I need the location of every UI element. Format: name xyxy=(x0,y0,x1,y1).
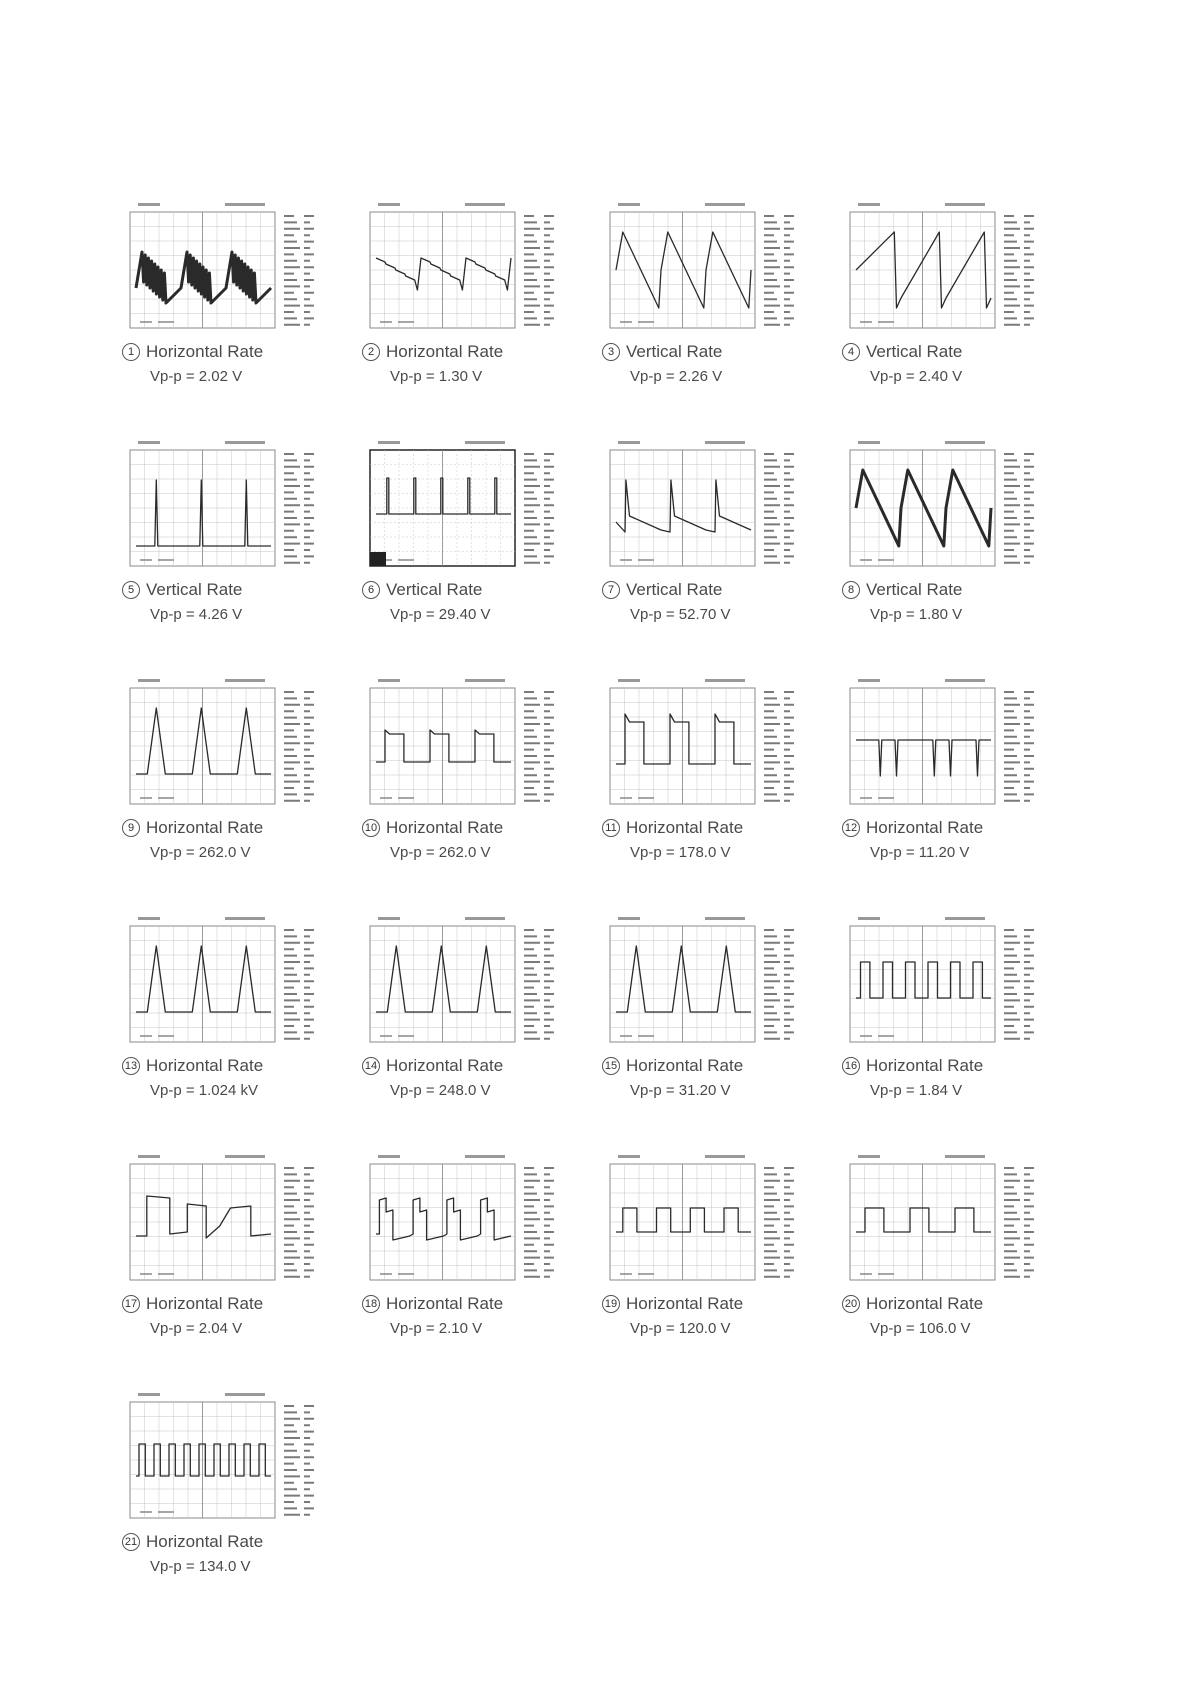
oscilloscope-screen xyxy=(608,438,808,576)
oscilloscope-screen xyxy=(848,676,1048,814)
header-readout-mark xyxy=(138,1393,160,1396)
figure-caption xyxy=(122,818,352,861)
waveform-plot xyxy=(608,914,808,1052)
figure-21 xyxy=(124,1390,368,1628)
figure-number-badge: 11 xyxy=(602,819,620,837)
header-readout-mark xyxy=(465,441,505,444)
oscilloscope-screen xyxy=(608,914,808,1052)
side-readout-panel xyxy=(284,1168,314,1277)
header-readout-mark xyxy=(138,679,160,682)
caption-title-line xyxy=(842,1294,1072,1314)
header-readout-mark xyxy=(705,1155,745,1158)
rate-label: Horizontal Rate xyxy=(146,1294,264,1313)
figure-11 xyxy=(605,676,848,914)
waveform-plot xyxy=(128,200,328,338)
header-readout-mark xyxy=(618,917,640,920)
vpp-value: Vp-p = 4.26 V xyxy=(150,606,243,623)
header-readout-mark xyxy=(945,1155,985,1158)
header-readout-mark xyxy=(705,203,745,206)
figure-number-badge: 1 xyxy=(122,343,140,361)
caption-title-line xyxy=(842,342,1072,362)
oscilloscope-screen xyxy=(128,1390,328,1528)
vpp-value: Vp-p = 52.70 V xyxy=(630,606,731,623)
header-readout-mark xyxy=(705,679,745,682)
figure-number-badge: 5 xyxy=(122,581,140,599)
header-readout-mark xyxy=(945,203,985,206)
figure-caption xyxy=(842,1294,1072,1337)
caption-title-line xyxy=(362,1056,592,1076)
rate-label: Vertical Rate xyxy=(386,580,483,599)
side-readout-panel xyxy=(764,1168,794,1277)
figure-caption xyxy=(362,1056,592,1099)
rate-label: Horizontal Rate xyxy=(146,342,264,361)
vpp-value: Vp-p = 11.20 V xyxy=(870,844,970,861)
rate-label: Vertical Rate xyxy=(626,580,723,599)
waveform-plot xyxy=(608,438,808,576)
vpp-value: Vp-p = 1.80 V xyxy=(870,606,963,623)
header-readout-mark xyxy=(225,679,265,682)
figure-12 xyxy=(844,676,1088,914)
header-readout-mark xyxy=(945,441,985,444)
waveform-plot xyxy=(848,676,1048,814)
figure-2 xyxy=(368,200,608,438)
header-readout-mark xyxy=(705,917,745,920)
side-readout-panel xyxy=(1004,930,1034,1039)
figure-10 xyxy=(364,676,608,914)
header-readout-mark xyxy=(465,203,505,206)
figure-number-badge: 17 xyxy=(122,1295,140,1313)
oscilloscope-screen xyxy=(128,438,328,576)
vpp-value: Vp-p = 248.0 V xyxy=(390,1082,491,1099)
caption-title-line xyxy=(842,580,1072,600)
header-readout-mark xyxy=(225,203,265,206)
header-readout-mark xyxy=(378,441,400,444)
side-readout-panel xyxy=(524,692,554,801)
caption-title-line xyxy=(122,1056,352,1076)
oscilloscope-screen xyxy=(848,914,1048,1052)
caption-title-line xyxy=(842,1056,1072,1076)
oscilloscope-screen xyxy=(848,1152,1048,1290)
figure-number-badge: 13 xyxy=(122,1057,140,1075)
side-readout-panel xyxy=(764,930,794,1039)
figure-20 xyxy=(844,1152,1088,1390)
rate-label: Vertical Rate xyxy=(866,342,963,361)
rate-label: Horizontal Rate xyxy=(386,1294,504,1313)
oscilloscope-screen xyxy=(608,676,808,814)
header-readout-mark xyxy=(138,1155,160,1158)
vpp-value: Vp-p = 2.40 V xyxy=(870,368,963,385)
waveform-figure-grid xyxy=(124,200,1088,1600)
header-readout-mark xyxy=(618,441,640,444)
figure-1 xyxy=(128,200,368,438)
rate-label: Vertical Rate xyxy=(866,580,963,599)
side-readout-panel xyxy=(1004,692,1034,801)
figure-number-badge: 7 xyxy=(602,581,620,599)
header-readout-mark xyxy=(225,1393,265,1396)
figure-caption xyxy=(362,1294,592,1337)
figure-7 xyxy=(608,438,848,676)
side-readout-panel xyxy=(524,216,554,325)
side-readout-panel xyxy=(284,692,314,801)
waveform-plot xyxy=(128,1152,328,1290)
header-readout-mark xyxy=(618,1155,640,1158)
oscilloscope-screen xyxy=(848,200,1048,338)
header-readout-mark xyxy=(945,917,985,920)
rate-label: Horizontal Rate xyxy=(866,1056,984,1075)
header-readout-mark xyxy=(465,1155,505,1158)
header-readout-mark xyxy=(378,203,400,206)
caption-title-line xyxy=(122,1532,352,1552)
oscilloscope-screen xyxy=(368,1152,568,1290)
rate-label: Horizontal Rate xyxy=(866,818,984,837)
header-readout-mark xyxy=(858,917,880,920)
header-readout-mark xyxy=(465,917,505,920)
caption-title-line xyxy=(362,1294,592,1314)
oscilloscope-screen xyxy=(368,676,568,814)
caption-title-line xyxy=(362,342,592,362)
caption-title-line xyxy=(362,580,592,600)
waveform-plot xyxy=(128,438,328,576)
waveform-plot xyxy=(128,1390,328,1528)
figure-6 xyxy=(368,438,608,676)
rate-label: Horizontal Rate xyxy=(626,1294,744,1313)
waveform-plot xyxy=(368,676,568,814)
figure-number-badge: 4 xyxy=(842,343,860,361)
header-readout-mark xyxy=(378,1155,400,1158)
figure-number-badge: 3 xyxy=(602,343,620,361)
figure-caption xyxy=(122,1294,352,1337)
side-readout-panel xyxy=(1004,454,1034,563)
rate-label: Horizontal Rate xyxy=(626,1056,744,1075)
caption-title-line xyxy=(362,818,592,838)
figure-caption xyxy=(122,1056,352,1099)
vpp-value: Vp-p = 262.0 V xyxy=(390,844,491,861)
rate-label: Horizontal Rate xyxy=(146,1056,264,1075)
waveform-plot xyxy=(848,200,1048,338)
figure-number-badge: 19 xyxy=(602,1295,620,1313)
figure-caption xyxy=(602,342,832,385)
figure-number-badge: 2 xyxy=(362,343,380,361)
figure-13 xyxy=(124,914,368,1152)
side-readout-panel xyxy=(764,692,794,801)
caption-title-line xyxy=(602,580,832,600)
figure-number-badge: 6 xyxy=(362,581,380,599)
figure-caption xyxy=(362,818,592,861)
side-readout-panel xyxy=(1004,216,1034,325)
side-readout-panel xyxy=(524,930,554,1039)
rate-label: Horizontal Rate xyxy=(386,818,504,837)
caption-title-line xyxy=(602,1294,832,1314)
rate-label: Horizontal Rate xyxy=(146,1532,264,1551)
caption-title-line xyxy=(602,1056,832,1076)
vpp-value: Vp-p = 134.0 V xyxy=(150,1558,251,1575)
rate-label: Vertical Rate xyxy=(146,580,243,599)
header-readout-mark xyxy=(705,441,745,444)
header-readout-mark xyxy=(378,679,400,682)
waveform-plot xyxy=(128,914,328,1052)
vpp-value: Vp-p = 31.20 V xyxy=(630,1082,731,1099)
vpp-value: Vp-p = 1.024 kV xyxy=(150,1082,258,1099)
oscilloscope-screen xyxy=(128,676,328,814)
header-readout-mark xyxy=(858,679,880,682)
rate-label: Vertical Rate xyxy=(626,342,723,361)
oscilloscope-screen xyxy=(368,438,568,576)
header-readout-mark xyxy=(138,203,160,206)
figure-16 xyxy=(844,914,1088,1152)
figure-number-badge: 12 xyxy=(842,819,860,837)
waveform-plot xyxy=(848,914,1048,1052)
figure-caption xyxy=(842,580,1072,623)
header-readout-mark xyxy=(858,203,880,206)
vpp-value: Vp-p = 29.40 V xyxy=(390,606,491,623)
caption-title-line xyxy=(602,342,832,362)
caption-title-line xyxy=(122,1294,352,1314)
header-readout-mark xyxy=(858,441,880,444)
vpp-value: Vp-p = 120.0 V xyxy=(630,1320,731,1337)
figure-number-badge: 16 xyxy=(842,1057,860,1075)
caption-title-line xyxy=(122,818,352,838)
figure-18 xyxy=(364,1152,608,1390)
waveform-plot xyxy=(608,1152,808,1290)
vpp-value: Vp-p = 2.10 V xyxy=(390,1320,483,1337)
oscilloscope-screen xyxy=(608,200,808,338)
oscilloscope-screen xyxy=(128,1152,328,1290)
oscilloscope-screen xyxy=(128,914,328,1052)
side-readout-panel xyxy=(284,1406,314,1515)
vpp-value: Vp-p = 178.0 V xyxy=(630,844,731,861)
figure-8 xyxy=(848,438,1088,676)
figure-caption xyxy=(602,580,832,623)
side-readout-panel xyxy=(524,1168,554,1277)
oscilloscope-screen xyxy=(848,438,1048,576)
figure-19 xyxy=(604,1152,848,1390)
figure-9 xyxy=(128,676,368,914)
vpp-value: Vp-p = 106.0 V xyxy=(870,1320,971,1337)
waveform-plot xyxy=(128,676,328,814)
waveform-plot xyxy=(368,914,568,1052)
waveform-plot xyxy=(368,1152,568,1290)
header-readout-mark xyxy=(465,679,505,682)
figure-caption xyxy=(122,580,352,623)
side-readout-panel xyxy=(524,454,554,563)
header-readout-mark xyxy=(138,441,160,444)
waveform-plot xyxy=(848,438,1048,576)
figure-caption xyxy=(362,342,592,385)
scope-corner-block xyxy=(370,552,386,566)
figure-caption xyxy=(122,1532,352,1575)
side-readout-panel xyxy=(284,216,314,325)
waveform-plot xyxy=(608,200,808,338)
figure-number-badge: 20 xyxy=(842,1295,860,1313)
figure-17 xyxy=(124,1152,368,1390)
figure-caption xyxy=(602,818,832,861)
figure-caption xyxy=(362,580,592,623)
figure-number-badge: 9 xyxy=(122,819,140,837)
figure-caption xyxy=(842,1056,1072,1099)
vpp-value: Vp-p = 262.0 V xyxy=(150,844,251,861)
vpp-value: Vp-p = 1.84 V xyxy=(870,1082,963,1099)
rate-label: Horizontal Rate xyxy=(386,1056,504,1075)
figure-14 xyxy=(364,914,608,1152)
caption-title-line xyxy=(842,818,1072,838)
rate-label: Horizontal Rate xyxy=(866,1294,984,1313)
figure-number-badge: 15 xyxy=(602,1057,620,1075)
waveform-plot xyxy=(368,200,568,338)
figure-number-badge: 10 xyxy=(362,819,380,837)
vpp-value: Vp-p = 2.02 V xyxy=(150,368,243,385)
figure-3 xyxy=(608,200,848,438)
vpp-value: Vp-p = 1.30 V xyxy=(390,368,483,385)
header-readout-mark xyxy=(378,917,400,920)
figure-number-badge: 18 xyxy=(362,1295,380,1313)
rate-label: Horizontal Rate xyxy=(386,342,504,361)
header-readout-mark xyxy=(225,917,265,920)
side-readout-panel xyxy=(284,454,314,563)
header-readout-mark xyxy=(225,1155,265,1158)
figure-number-badge: 21 xyxy=(122,1533,140,1551)
header-readout-mark xyxy=(858,1155,880,1158)
rate-label: Horizontal Rate xyxy=(146,818,264,837)
vpp-value: Vp-p = 2.04 V xyxy=(150,1320,243,1337)
header-readout-mark xyxy=(618,203,640,206)
figure-caption xyxy=(842,342,1072,385)
figure-5 xyxy=(128,438,368,676)
figure-caption xyxy=(122,342,352,385)
rate-label: Horizontal Rate xyxy=(626,818,744,837)
figure-caption xyxy=(602,1056,832,1099)
side-readout-panel xyxy=(1004,1168,1034,1277)
figure-number-badge: 14 xyxy=(362,1057,380,1075)
header-readout-mark xyxy=(138,917,160,920)
oscilloscope-screen xyxy=(368,914,568,1052)
oscilloscope-screen xyxy=(368,200,568,338)
caption-title-line xyxy=(122,342,352,362)
figure-caption xyxy=(602,1294,832,1337)
header-readout-mark xyxy=(225,441,265,444)
figure-caption xyxy=(842,818,1072,861)
caption-title-line xyxy=(122,580,352,600)
side-readout-panel xyxy=(764,216,794,325)
header-readout-mark xyxy=(945,679,985,682)
figure-number-badge: 8 xyxy=(842,581,860,599)
side-readout-panel xyxy=(764,454,794,563)
waveform-plot xyxy=(608,676,808,814)
header-readout-mark xyxy=(618,679,640,682)
side-readout-panel xyxy=(284,930,314,1039)
figure-15 xyxy=(604,914,848,1152)
waveform-plot xyxy=(848,1152,1048,1290)
waveform-plot xyxy=(368,438,568,576)
oscilloscope-screen xyxy=(128,200,328,338)
vpp-value: Vp-p = 2.26 V xyxy=(630,368,723,385)
figure-4 xyxy=(848,200,1088,438)
oscilloscope-screen xyxy=(608,1152,808,1290)
caption-title-line xyxy=(602,818,832,838)
